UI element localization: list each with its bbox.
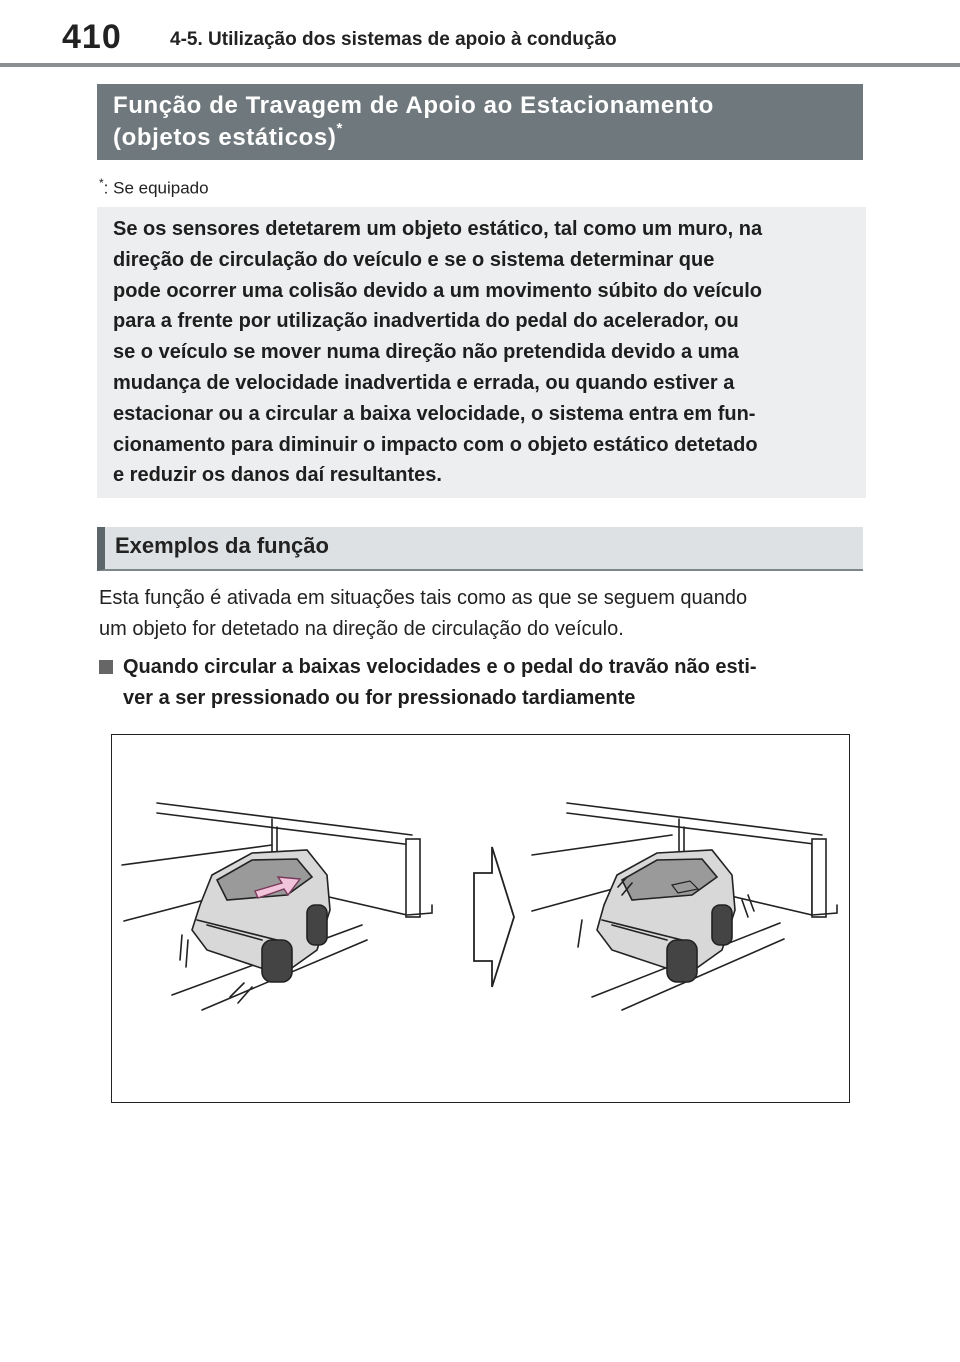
chapter-title: 4-5. Utilização dos sistemas de apoio à condução [170, 29, 617, 50]
header-divider [0, 63, 960, 67]
summary-line: estacionar ou a circular a baixa velocidade, o sistema entra em fun- [113, 402, 756, 425]
summary-line: direção de circulação do veículo e se o sistema determinar que [113, 248, 715, 271]
summary-line: e reduzir os danos daí resultantes. [113, 464, 442, 487]
summary-line: cionamento para diminuir o impacto com o objeto estático detetado [113, 433, 758, 456]
intro-line: um objeto for detetado na direção de circulação do veículo. [99, 618, 624, 640]
summary-line: mudança de velocidade inadvertida e errada, ou quando estiver a [113, 371, 735, 394]
square-bullet-icon [99, 660, 113, 674]
page-number: 410 [62, 18, 122, 56]
bullet-line: ver a ser pressionado ou for pressionado tardiamente [123, 687, 636, 709]
examples-heading: Exemplos da função [97, 527, 863, 571]
footnote-marker: * [99, 176, 104, 190]
section-title-line1: Função de Travagem de Apoio ao Estacionamento [113, 92, 714, 119]
transition-arrow-icon [474, 847, 514, 987]
page-header [0, 0, 960, 68]
summary-line: se o veículo se mover numa direção não pretendida devido a uma [113, 341, 739, 364]
summary-line: Se os sensores detetarem um objeto estático, tal como um muro, na [113, 218, 763, 240]
illustration-svg [112, 735, 848, 1101]
car-approaching-wall-illustration [111, 734, 850, 1103]
example-bullet [99, 652, 859, 714]
scene-after [532, 803, 837, 1010]
equipped-marker: * [336, 120, 343, 137]
summary-line: para a frente por utilização inadvertida do pedal do acelerador, ou [113, 310, 739, 333]
bullet-line: Quando circular a baixas velocidades e o pedal do travão não esti- [123, 656, 757, 678]
summary-box [97, 207, 866, 498]
footnote-text: : Se equipado [103, 178, 209, 198]
summary-line: pode ocorrer uma colisão devido a um movimento súbito do veículo [113, 279, 763, 302]
examples-intro [99, 583, 859, 645]
section-title-banner [97, 84, 863, 160]
scene-before [122, 803, 432, 1010]
footnote [99, 176, 209, 199]
intro-line: Esta função é ativada em situações tais como as que se seguem quando [99, 587, 748, 609]
section-title-line2: (objetos estáticos)* [113, 120, 343, 151]
